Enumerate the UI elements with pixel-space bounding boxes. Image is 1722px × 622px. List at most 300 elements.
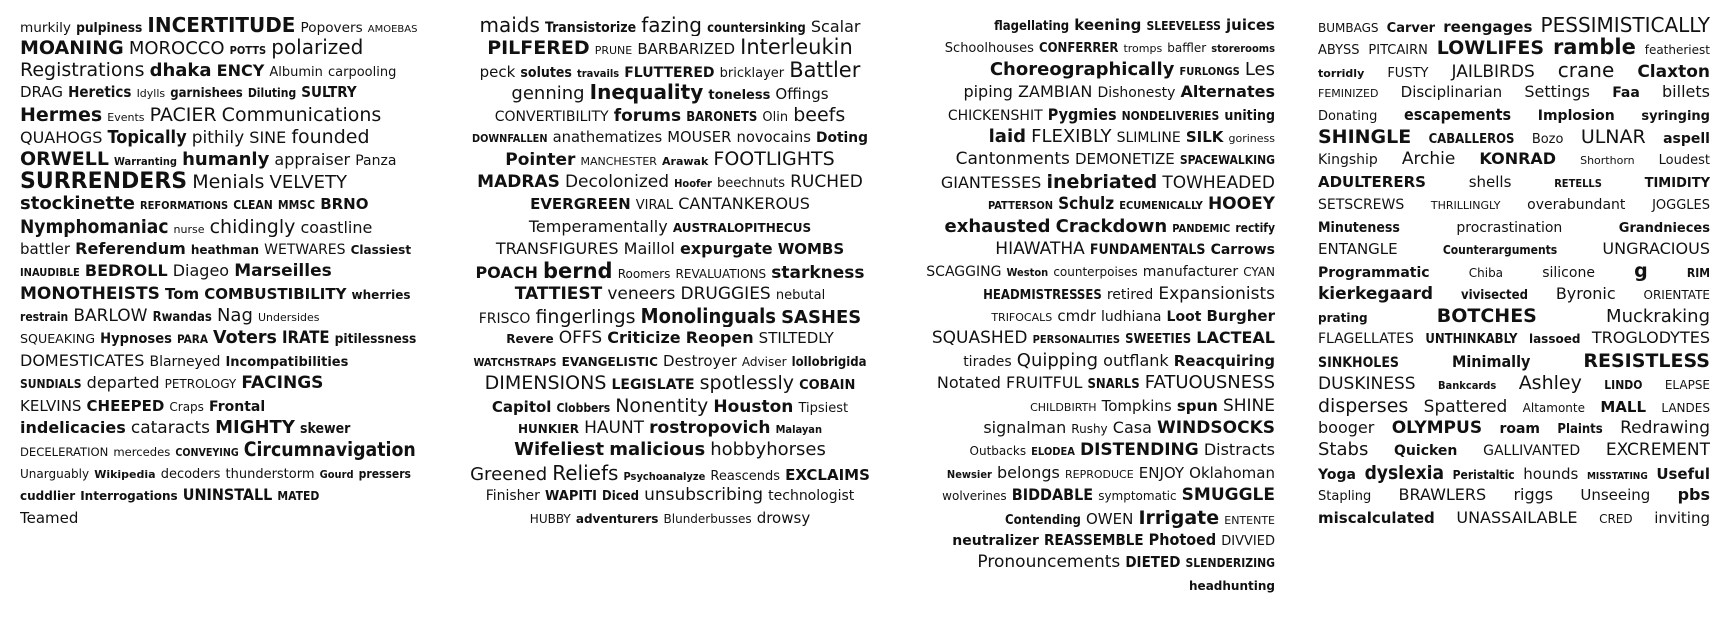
word: bricklayer (719, 65, 785, 81)
word: featheriest (1644, 43, 1710, 58)
word: Diced (602, 489, 639, 505)
word: Frontal (209, 398, 266, 415)
word: Alternates (1180, 82, 1275, 102)
word: departed (86, 373, 160, 393)
word: prating (1318, 311, 1368, 326)
word: Weston (1006, 266, 1049, 280)
word: THRILLINGLY (1430, 199, 1501, 213)
word-line (20, 327, 420, 349)
word: SINKHOLES (1318, 354, 1400, 371)
word: Voters (213, 328, 277, 349)
word-line (905, 81, 1275, 103)
word: Crackdown (1055, 215, 1168, 237)
word: juices (1226, 16, 1275, 34)
word: travails (577, 66, 620, 80)
word-line (470, 193, 870, 215)
word: Plaints (1557, 422, 1603, 438)
word: fazing (641, 14, 702, 37)
word: Quicken (1394, 443, 1458, 460)
word: overabundant (1527, 197, 1626, 214)
word: WOMBS (777, 239, 845, 258)
word: RESISTLESS (1583, 349, 1710, 372)
word: CONFERRER (1039, 41, 1119, 57)
word: BOTCHES (1436, 305, 1537, 328)
word: DIETED (1125, 553, 1181, 572)
word: Olin (762, 109, 789, 125)
word-line (20, 462, 420, 484)
word: FACINGS (241, 373, 324, 394)
word: ludhiana (1101, 309, 1162, 326)
word-line (1318, 350, 1710, 372)
word: UNTHINKABLY (1425, 332, 1518, 348)
word: OWEN (1086, 509, 1134, 528)
word-line (1318, 238, 1710, 260)
word-line (1318, 81, 1710, 103)
word: Houston (713, 396, 794, 417)
word: COBAIN (799, 378, 856, 394)
word: UNINSTALL (182, 485, 273, 505)
word: JAILBIRDS (1451, 61, 1535, 82)
word: PACIER (149, 103, 217, 126)
word-line (470, 59, 870, 81)
word: SWEETIES (1125, 332, 1192, 348)
word: Popovers (300, 20, 363, 36)
word: heathman (190, 242, 260, 257)
word: CABALLEROS (1428, 131, 1515, 147)
word: HUNKIER (517, 422, 580, 437)
word: exhausted (944, 215, 1051, 237)
word-line (905, 238, 1275, 260)
word: Registrations (20, 58, 145, 81)
word: WINDSOCKS (1156, 418, 1275, 439)
word: PRUNE (594, 44, 633, 58)
word: MATED (277, 489, 320, 504)
word: riggs (1513, 485, 1554, 505)
word-line (20, 126, 420, 148)
word: LOWLIFES (1436, 37, 1545, 59)
word: Oklahoman (1189, 463, 1275, 482)
word: Spattered (1423, 396, 1508, 417)
word: SUNDIALS (20, 377, 82, 392)
word-line (20, 14, 420, 36)
word: Byronic (1555, 283, 1616, 303)
word: LINDO (1604, 378, 1643, 393)
word: Altamonte (1522, 400, 1585, 415)
word: nebutal (775, 287, 826, 303)
word: MONOTHEISTS (20, 283, 160, 304)
word: Reascends (710, 468, 781, 484)
word-line (470, 148, 870, 170)
word: PARA (177, 332, 208, 347)
word: neutralizer (952, 532, 1039, 549)
word: keening (1074, 16, 1142, 34)
word-line (905, 36, 1275, 58)
word: MOANING (20, 37, 124, 59)
word-line (905, 507, 1275, 529)
word-line (20, 484, 420, 506)
word: Muckraking (1606, 306, 1710, 328)
word: TIMIDITY (1644, 175, 1710, 191)
word: rectify (1235, 220, 1275, 235)
word-line (470, 104, 870, 126)
word: Unseeing (1580, 486, 1651, 505)
word: BARLOW (73, 306, 148, 327)
word: BARONETS (686, 109, 758, 125)
word: Destroyer (663, 351, 737, 370)
word: KONRAD (1479, 149, 1557, 169)
word: Rwandas (152, 310, 212, 326)
word: Nag (216, 305, 253, 327)
word: lassoed (1528, 332, 1581, 347)
word: crane (1557, 58, 1615, 82)
word: INCERTITUDE (147, 14, 296, 37)
word: Disciplinarian (1400, 83, 1503, 102)
word: PATTERSON (988, 199, 1054, 213)
word-column-3 (905, 14, 1275, 596)
word: FRUITFUL (1006, 373, 1083, 393)
word: ENTENTE (1224, 513, 1275, 527)
word-line (470, 81, 870, 103)
word: wherries (351, 287, 411, 302)
word: HUBBY (529, 511, 571, 526)
word: reengages (1443, 18, 1533, 36)
word: Useful (1656, 464, 1710, 483)
word: Reliefs (552, 461, 619, 485)
word: anathematizes (552, 128, 663, 146)
word: PANDEMIC (1172, 221, 1231, 235)
word: WETWARES (264, 241, 346, 258)
word: KELVINS (20, 396, 82, 415)
word: Menials (192, 170, 265, 193)
word: genning (511, 83, 585, 104)
word: malicious (609, 439, 706, 461)
word-column-2 (470, 14, 870, 529)
word: ABYSS (1318, 43, 1360, 59)
word-line (470, 171, 870, 193)
word: Grandnieces (1618, 220, 1710, 236)
word: Blunderbusses (663, 511, 752, 526)
word: Tompkins (1101, 396, 1172, 415)
word-line (20, 417, 420, 439)
word-line (905, 14, 1275, 36)
word: OFFS (558, 328, 603, 349)
word: flagellating (994, 19, 1070, 34)
word: Albumin (269, 64, 323, 80)
word-line (905, 126, 1275, 148)
word: DECELERATION (20, 445, 109, 460)
word: PETROLOGY (164, 377, 237, 392)
word: Shorthorn (1580, 154, 1635, 168)
word: Burgher (1206, 307, 1275, 326)
word: Bozo (1531, 131, 1564, 147)
word: SHINGLE (1318, 125, 1412, 148)
word-line (1318, 36, 1710, 58)
word: silicone (1542, 265, 1595, 282)
word: Yoga (1318, 466, 1356, 483)
word-line (20, 148, 420, 170)
word-line (1318, 439, 1710, 461)
word: baffler (1167, 41, 1207, 56)
word-line (20, 238, 420, 260)
word: storerooms (1211, 42, 1275, 56)
word: Maillol (623, 238, 675, 258)
word: Peristaltic (1452, 467, 1515, 482)
word: MOROCCO (128, 38, 225, 59)
word: headhunting (1189, 578, 1275, 593)
word: Chiba (1468, 266, 1504, 281)
word: HOOEY (1207, 194, 1275, 215)
word: CONVEYING (175, 446, 239, 460)
word: Schulz (1058, 194, 1115, 215)
word: peck (479, 62, 516, 81)
word: Les (1244, 58, 1275, 80)
word: Carver (1386, 21, 1436, 36)
word: Doting (816, 129, 868, 146)
word: maids (479, 14, 540, 37)
word: MIGHTY (215, 417, 295, 439)
word: Events (107, 110, 145, 124)
word: Programmatic (1318, 265, 1430, 282)
word: SULTRY (301, 83, 357, 102)
word-line (905, 305, 1275, 327)
word: battler (20, 239, 71, 258)
word: UNGRACIOUS (1602, 238, 1710, 258)
word: counterpoises (1053, 265, 1138, 280)
word: ORWELL (20, 148, 109, 171)
word-line (20, 305, 420, 327)
word: Carrows (1210, 241, 1275, 258)
word: Inequality (589, 81, 704, 104)
word: forums (613, 105, 682, 126)
word: Finisher (485, 488, 540, 505)
word: stockinette (20, 193, 135, 215)
word-line (905, 439, 1275, 461)
word-line (470, 305, 870, 327)
word: belongs (997, 462, 1060, 482)
word: Choreographically (989, 58, 1175, 80)
word: laid (988, 125, 1026, 147)
word-line (20, 395, 420, 417)
word: nurse (173, 222, 205, 236)
word-line (470, 417, 870, 439)
word: beefs (793, 103, 846, 126)
word: BIDDABLE (1011, 485, 1094, 505)
word-line (905, 283, 1275, 305)
word: MMSC (277, 198, 316, 213)
word: RIM (1686, 266, 1710, 281)
word-line (905, 574, 1275, 596)
word: BARBARIZED (637, 40, 736, 59)
word: roam (1499, 421, 1540, 438)
word: Settings (1524, 82, 1590, 102)
word: CHICKENSHIT (947, 107, 1043, 124)
word-line (1318, 395, 1710, 417)
word: founded (291, 125, 370, 148)
word: Idylls (136, 87, 166, 101)
word: PERSONALITIES (1032, 333, 1120, 347)
word: ENJOY (1138, 463, 1185, 482)
word: ADULTERERS (1318, 172, 1426, 191)
word: booger (1318, 418, 1375, 438)
word: Ashley (1518, 372, 1582, 395)
word-line (20, 193, 420, 215)
word: FLUTTERED (624, 64, 715, 81)
word: ENCY (216, 60, 265, 80)
word-line (1318, 372, 1710, 394)
word: Unarguably (20, 466, 90, 481)
word: BEDROLL (84, 261, 168, 281)
word: VELVETY (269, 171, 347, 193)
word: MADRAS (477, 171, 560, 192)
word: AMOEBAS (367, 24, 418, 35)
word-line (905, 529, 1275, 551)
word: FURLONGS (1179, 64, 1240, 78)
word: SLEEVELESS (1146, 19, 1221, 33)
word: SHINE (1222, 395, 1275, 416)
word: inviting (1654, 508, 1710, 527)
word-line (1318, 260, 1710, 282)
word: TATTIEST (514, 283, 603, 304)
word: starkness (771, 263, 865, 283)
word: Distracts (1203, 440, 1275, 460)
word: pithily (191, 127, 245, 148)
word: Criticize (607, 328, 681, 348)
word: shells (1468, 172, 1512, 191)
word: ECUMENICALLY (1119, 199, 1203, 213)
word: Tom (165, 284, 200, 303)
word: lollobrigida (791, 354, 867, 370)
word: Scalar (810, 17, 861, 36)
word: Rushy (1071, 422, 1108, 437)
word: Topically (107, 126, 187, 148)
word: CYAN (1243, 265, 1275, 280)
word: QUAHOGS (20, 127, 103, 147)
word: JOGGLES (1652, 198, 1710, 214)
word: SINE (249, 127, 287, 147)
word: Stapling (1318, 489, 1372, 505)
word: PITCAIRN (1368, 43, 1428, 59)
word-line (470, 216, 870, 238)
word: DIMENSIONS (484, 372, 607, 395)
word: TOWHEADED (1162, 172, 1275, 193)
word: restrain (20, 310, 69, 325)
word: SETSCREWS (1318, 197, 1405, 214)
word: disperses (1318, 394, 1409, 417)
word: SMUGGLE (1181, 485, 1275, 506)
word: dyslexia (1364, 461, 1444, 484)
word: Minimally (1452, 351, 1531, 371)
word: FLAGELLATES (1318, 331, 1414, 348)
word: Stabs (1318, 439, 1369, 461)
word: UNASSAILABLE (1456, 507, 1578, 527)
word-line (905, 260, 1275, 282)
word: Teamed (20, 508, 79, 527)
word-line (1318, 126, 1710, 148)
word: Circumnavigation (243, 439, 416, 462)
word-line (1318, 305, 1710, 327)
word: EVERGREEN (530, 195, 631, 214)
word: CLEAN (233, 198, 273, 213)
word-line (1318, 417, 1710, 439)
word: FUSTY (1387, 65, 1429, 81)
word: Nonentity (615, 394, 709, 417)
word: IRATE (282, 328, 330, 348)
word: Bankcards (1437, 379, 1497, 393)
word: Roomers (617, 267, 671, 282)
word-line (905, 148, 1275, 170)
word: Kingship (1318, 152, 1378, 169)
word: INAUDIBLE (20, 266, 80, 280)
word: vivisected (1460, 287, 1528, 303)
word-line (1318, 104, 1710, 126)
word: miscalculated (1318, 508, 1435, 527)
word: fingerlings (535, 306, 636, 328)
word: garnishees (170, 86, 243, 102)
word: Adviser (741, 354, 787, 369)
word: PILFERED (487, 37, 590, 59)
word-line (470, 395, 870, 417)
word: Faa (1612, 85, 1640, 102)
word: DOWNFALLEN (472, 131, 548, 145)
word: skewer (299, 421, 351, 438)
word: Panza (355, 153, 397, 170)
word: Diluting (247, 86, 297, 101)
word: piping (963, 82, 1013, 102)
word: Clobbers (556, 400, 611, 415)
word-line (905, 484, 1275, 506)
word: STILTEDLY (758, 329, 834, 348)
word: SCAGGING (926, 264, 1002, 281)
word: coastline (300, 217, 373, 237)
word: Nymphomaniac (20, 215, 169, 238)
word: SURRENDERS (20, 170, 188, 194)
word: Psychoanalyze (623, 469, 706, 483)
word: CRED (1599, 511, 1633, 526)
word-line (20, 260, 420, 282)
word: WAPITI (545, 489, 597, 505)
word: technologist (768, 488, 855, 505)
word-line (905, 327, 1275, 349)
word-column-1 (20, 14, 420, 529)
word-line (1318, 193, 1710, 215)
word: Expansionists (1158, 283, 1275, 304)
word-line (20, 81, 420, 103)
word-line (1318, 148, 1710, 170)
word: spun (1176, 396, 1218, 415)
word: tromps (1123, 42, 1163, 56)
word: Reacquiring (1173, 351, 1275, 370)
word-line (1318, 59, 1710, 81)
word: Notated (936, 373, 1001, 393)
word: symptomatic (1098, 489, 1177, 504)
word: toneless (708, 88, 771, 104)
word: Offings (775, 85, 829, 104)
word: DUSKINESS (1318, 374, 1416, 395)
word: escapements (1404, 104, 1512, 124)
word: veneers (607, 283, 676, 304)
word: Revere (506, 332, 554, 347)
word: Warranting (114, 155, 177, 169)
word: dhaka (149, 59, 212, 81)
word: Craps (169, 399, 204, 414)
word: tirades (963, 353, 1012, 370)
word: cataracts (130, 418, 210, 439)
word: appraiser (274, 150, 351, 170)
word: Photoed (1148, 529, 1217, 549)
word: FATUOUSNESS (1144, 372, 1275, 394)
word: CHEEPED (86, 396, 165, 415)
word-line (20, 171, 420, 193)
